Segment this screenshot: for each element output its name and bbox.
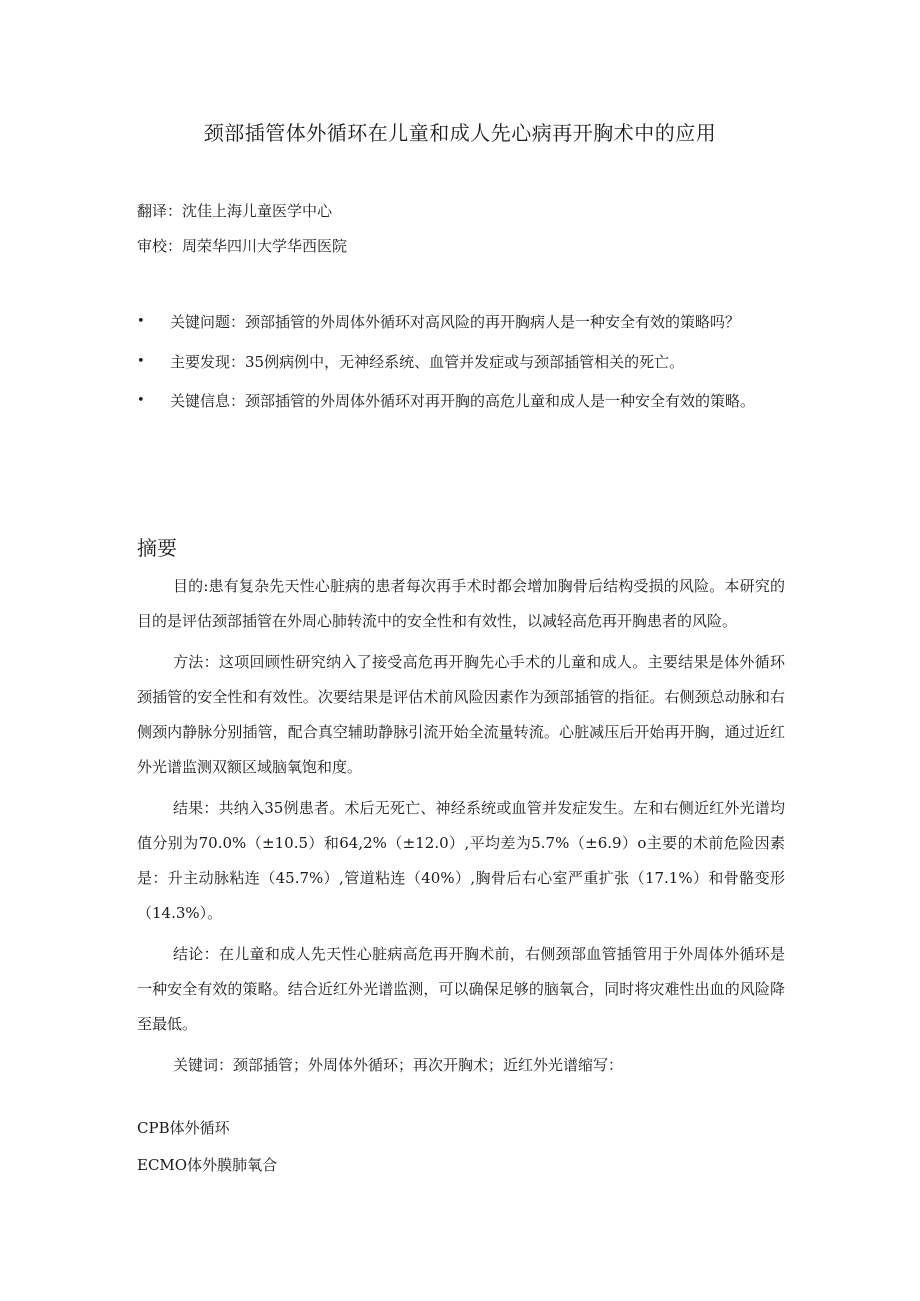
key-point-text: 关键信息：颈部插管的外周体外循环对再开胸的高危儿童和成人是一种安全有效的策略。: [170, 392, 756, 410]
key-point-text: 主要发现：35例病例中，无神经系统、血管并发症或与颈部插管相关的死亡。: [170, 353, 685, 371]
document-title: 颈部插管体外循环在儿童和成人先心病再开胸术中的应用: [203, 121, 717, 145]
key-point-text: 关键问题：颈部插管的外周体外循环对高风险的再开胸病人是一种安全有效的策略吗？: [170, 313, 741, 331]
abstract-results: 结果：共纳入35例患者。术后无死亡、神经系统或血管并发症发生。左和右侧近红外光谱均值分别为70.0%（±10.5）和64,2%（±12.0）,平均差为5.7%（±6.9）o主要的术前危险因素是：升主动脉粘连（45.7%）,管道粘连（40%）,胸骨后右心室严重扩张（17.1%）和骨骼变形（14.3%）。: [137, 799, 785, 922]
key-point-item: [137, 383, 797, 419]
bullet-marker: •: [137, 354, 145, 369]
translator-credit: 翻译：沈佳上海儿童医学中心: [137, 202, 333, 220]
keywords-line: 关键词：颈部插管；外周体外循环；再次开胸术；近红外光谱缩写：: [173, 1056, 624, 1074]
bullet-marker: •: [137, 393, 145, 408]
abstract-objective: 目的:患有复杂先天性心脏病的患者每次再手术时都会增加胸骨后结构受损的风险。本研究的目的是评估颈部插管在外周心肺转流中的安全性和有效性，以减轻高危再开胸患者的风险。: [137, 577, 785, 630]
abstract-methods: 方法：这项回顾性研究纳入了接受高危再开胸先心手术的儿童和成人。主要结果是体外循环颈插管的安全性和有效性。次要结果是评估术前风险因素作为颈部插管的指征。右侧颈总动脉和右侧颈内静脉分别插管，配合真空辅助静脉引流开始全流量转流。心脏减压后开始再开胸，通过近红外光谱监测双额区域脑氧饱和度。: [137, 653, 785, 776]
abbreviation-ecmo: ECMO体外膜肺氧合: [137, 1156, 278, 1174]
key-points-list: [137, 304, 797, 419]
bullet-marker: •: [137, 314, 145, 329]
abstract-conclusion: 结论：在儿童和成人先天性心脏病高危再开胸术前，右侧颈部血管插管用于外周体外循环是一种安全有效的策略。结合近红外光谱监测，可以确保足够的脑氧合，同时将灾难性出血的风险降至最低。: [137, 945, 785, 1033]
reviewer-credit: 审校：周荣华四川大学华西医院: [137, 237, 348, 255]
abstract-body: [137, 569, 785, 1089]
key-point-item: [137, 304, 797, 340]
abbreviation-cpb: CPB体外循环: [137, 1119, 230, 1137]
key-point-item: [137, 344, 797, 380]
abstract-heading: 摘要: [137, 536, 177, 560]
